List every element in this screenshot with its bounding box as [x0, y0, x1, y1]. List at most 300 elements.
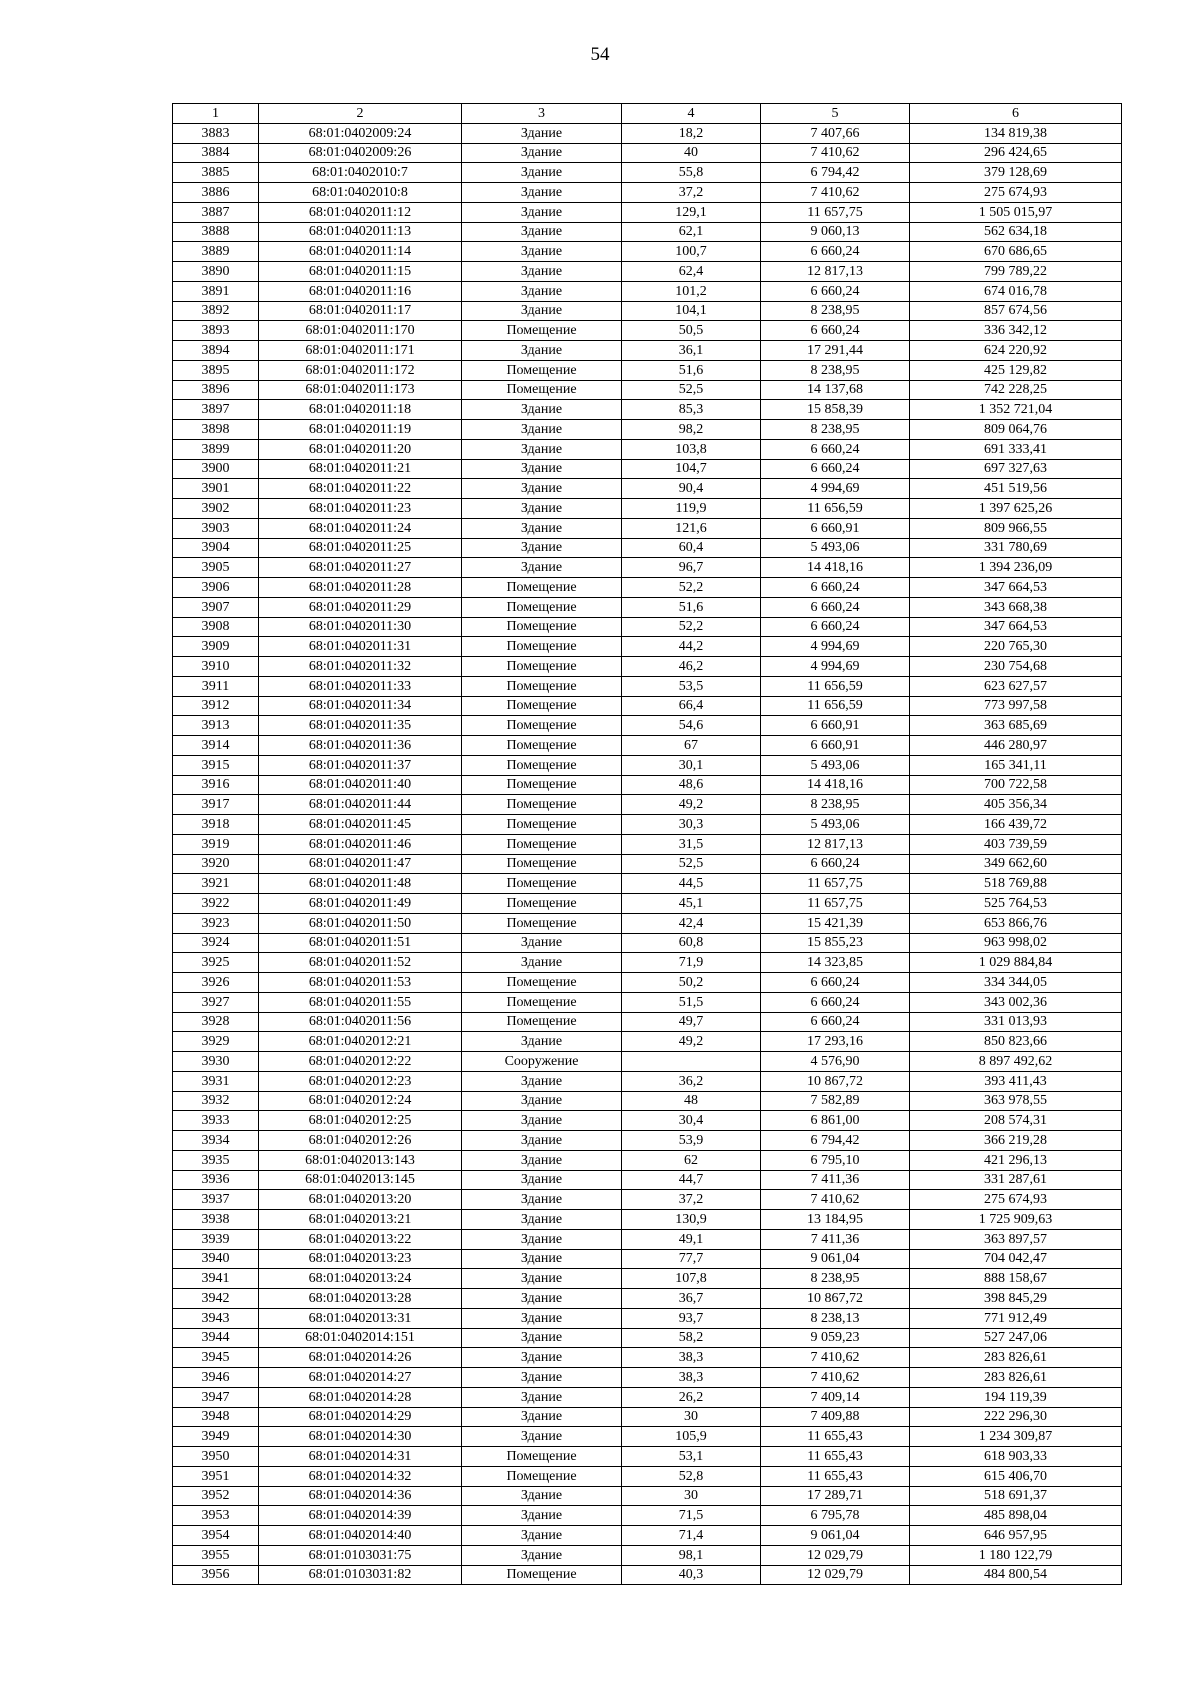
object-type-cell: Здание [462, 1071, 622, 1091]
cadastral-number-cell: 68:01:0402013:31 [259, 1308, 462, 1328]
area-cell: 77,7 [622, 1249, 761, 1269]
row-number-cell: 3956 [173, 1565, 259, 1585]
row-number-cell: 3916 [173, 775, 259, 795]
object-type-cell: Здание [462, 1210, 622, 1230]
cadastral-number-cell: 68:01:0402011:12 [259, 202, 462, 222]
unit-value-cell: 12 817,13 [761, 262, 910, 282]
object-type-cell: Помещение [462, 657, 622, 677]
cadastral-number-cell: 68:01:0402011:36 [259, 736, 462, 756]
row-number-cell: 3953 [173, 1506, 259, 1526]
unit-value-cell: 8 238,95 [761, 360, 910, 380]
row-number-cell: 3898 [173, 420, 259, 440]
unit-value-cell: 10 867,72 [761, 1071, 910, 1091]
row-number-cell: 3908 [173, 617, 259, 637]
object-type-cell: Здание [462, 1190, 622, 1210]
area-cell: 44,5 [622, 874, 761, 894]
table-row [173, 400, 1122, 420]
table-row [173, 123, 1122, 143]
cadastral-value-cell: 618 903,33 [910, 1447, 1122, 1467]
object-type-cell: Здание [462, 1368, 622, 1388]
cadastral-number-cell: 68:01:0402014:26 [259, 1348, 462, 1368]
area-cell: 30,4 [622, 1111, 761, 1131]
cadastral-number-cell: 68:01:0402011:173 [259, 380, 462, 400]
cadastral-value-cell: 850 823,66 [910, 1032, 1122, 1052]
cadastral-value-cell: 403 739,59 [910, 834, 1122, 854]
row-number-cell: 3912 [173, 696, 259, 716]
table-row [173, 1012, 1122, 1032]
unit-value-cell: 7 407,66 [761, 123, 910, 143]
cadastral-number-cell: 68:01:0402011:25 [259, 538, 462, 558]
table-row [173, 439, 1122, 459]
object-type-cell: Помещение [462, 973, 622, 993]
unit-value-cell: 7 410,62 [761, 1368, 910, 1388]
cadastral-value-cell: 771 912,49 [910, 1308, 1122, 1328]
unit-value-cell: 6 660,24 [761, 973, 910, 993]
column-header: 1 [173, 104, 259, 124]
row-number-cell: 3929 [173, 1032, 259, 1052]
cadastral-value-cell: 527 247,06 [910, 1328, 1122, 1348]
unit-value-cell: 6 660,24 [761, 281, 910, 301]
table-row [173, 1407, 1122, 1427]
area-cell: 37,2 [622, 183, 761, 203]
table-row [173, 1190, 1122, 1210]
object-type-cell: Здание [462, 1506, 622, 1526]
cadastral-number-cell: 68:01:0402014:40 [259, 1526, 462, 1546]
cadastral-number-cell: 68:01:0402011:14 [259, 242, 462, 262]
unit-value-cell: 8 238,95 [761, 1269, 910, 1289]
area-cell: 104,7 [622, 459, 761, 479]
unit-value-cell: 17 291,44 [761, 341, 910, 361]
object-type-cell: Здание [462, 341, 622, 361]
object-type-cell: Здание [462, 163, 622, 183]
area-cell: 107,8 [622, 1269, 761, 1289]
area-cell: 104,1 [622, 301, 761, 321]
object-type-cell: Помещение [462, 321, 622, 341]
cadastral-value-cell: 704 042,47 [910, 1249, 1122, 1269]
area-cell: 62,1 [622, 222, 761, 242]
object-type-cell: Помещение [462, 1447, 622, 1467]
object-type-cell: Помещение [462, 736, 622, 756]
object-type-cell: Здание [462, 953, 622, 973]
table-row [173, 1328, 1122, 1348]
row-number-cell: 3942 [173, 1289, 259, 1309]
cadastral-value-cell: 220 765,30 [910, 637, 1122, 657]
cadastral-value-cell: 275 674,93 [910, 1190, 1122, 1210]
object-type-cell: Помещение [462, 578, 622, 598]
object-type-cell: Помещение [462, 360, 622, 380]
row-number-cell: 3941 [173, 1269, 259, 1289]
area-cell: 48,6 [622, 775, 761, 795]
cadastral-number-cell: 68:01:0402009:24 [259, 123, 462, 143]
area-cell: 49,7 [622, 1012, 761, 1032]
row-number-cell: 3935 [173, 1150, 259, 1170]
row-number-cell: 3890 [173, 262, 259, 282]
row-number-cell: 3911 [173, 676, 259, 696]
unit-value-cell: 6 795,10 [761, 1150, 910, 1170]
cadastral-value-cell: 1 029 884,84 [910, 953, 1122, 973]
unit-value-cell: 5 493,06 [761, 538, 910, 558]
cadastral-number-cell: 68:01:0402011:33 [259, 676, 462, 696]
column-header: 2 [259, 104, 462, 124]
table-row [173, 1289, 1122, 1309]
cadastral-number-cell: 68:01:0402011:27 [259, 558, 462, 578]
object-type-cell: Помещение [462, 755, 622, 775]
table-row [173, 380, 1122, 400]
table-row [173, 479, 1122, 499]
object-type-cell: Помещение [462, 894, 622, 914]
row-number-cell: 3932 [173, 1091, 259, 1111]
unit-value-cell: 6 660,24 [761, 854, 910, 874]
cadastral-number-cell: 68:01:0402011:170 [259, 321, 462, 341]
row-number-cell: 3919 [173, 834, 259, 854]
object-type-cell: Помещение [462, 676, 622, 696]
unit-value-cell: 6 660,24 [761, 578, 910, 598]
unit-value-cell: 6 660,91 [761, 518, 910, 538]
unit-value-cell: 10 867,72 [761, 1289, 910, 1309]
object-type-cell: Здание [462, 1407, 622, 1427]
unit-value-cell: 11 657,75 [761, 874, 910, 894]
area-cell: 50,2 [622, 973, 761, 993]
object-type-cell: Здание [462, 1427, 622, 1447]
table-row [173, 597, 1122, 617]
cadastral-value-cell: 421 296,13 [910, 1150, 1122, 1170]
cadastral-number-cell: 68:01:0402014:30 [259, 1427, 462, 1447]
object-type-cell: Помещение [462, 913, 622, 933]
cadastral-number-cell: 68:01:0402011:35 [259, 716, 462, 736]
object-type-cell: Помещение [462, 1565, 622, 1585]
table-row [173, 341, 1122, 361]
object-type-cell: Здание [462, 222, 622, 242]
area-cell: 53,9 [622, 1131, 761, 1151]
cadastral-number-cell: 68:01:0402011:28 [259, 578, 462, 598]
area-cell: 30 [622, 1486, 761, 1506]
table-row [173, 637, 1122, 657]
cadastral-number-cell: 68:01:0402011:22 [259, 479, 462, 499]
cadastral-number-cell: 68:01:0402011:44 [259, 795, 462, 815]
cadastral-number-cell: 68:01:0402011:34 [259, 696, 462, 716]
object-type-cell: Здание [462, 1328, 622, 1348]
table-row [173, 815, 1122, 835]
unit-value-cell: 7 410,62 [761, 1348, 910, 1368]
row-number-cell: 3920 [173, 854, 259, 874]
table-row [173, 1032, 1122, 1052]
row-number-cell: 3885 [173, 163, 259, 183]
unit-value-cell: 11 655,43 [761, 1466, 910, 1486]
row-number-cell: 3937 [173, 1190, 259, 1210]
row-number-cell: 3883 [173, 123, 259, 143]
unit-value-cell: 9 060,13 [761, 222, 910, 242]
area-cell: 67 [622, 736, 761, 756]
cadastral-number-cell: 68:01:0402011:31 [259, 637, 462, 657]
cadastral-value-cell: 562 634,18 [910, 222, 1122, 242]
row-number-cell: 3927 [173, 992, 259, 1012]
cadastral-value-cell: 379 128,69 [910, 163, 1122, 183]
object-type-cell: Здание [462, 1131, 622, 1151]
object-type-cell: Здание [462, 439, 622, 459]
unit-value-cell: 13 184,95 [761, 1210, 910, 1230]
table-row [173, 1466, 1122, 1486]
cadastral-number-cell: 68:01:0402011:40 [259, 775, 462, 795]
cadastral-number-cell: 68:01:0402013:21 [259, 1210, 462, 1230]
cadastral-value-cell: 1 505 015,97 [910, 202, 1122, 222]
table-row [173, 222, 1122, 242]
table-row [173, 1308, 1122, 1328]
unit-value-cell: 17 293,16 [761, 1032, 910, 1052]
cadastral-value-cell: 336 342,12 [910, 321, 1122, 341]
cadastral-value-cell: 8 897 492,62 [910, 1052, 1122, 1072]
page-number: 54 [590, 44, 610, 65]
cadastral-number-cell: 68:01:0402011:17 [259, 301, 462, 321]
column-header: 5 [761, 104, 910, 124]
row-number-cell: 3897 [173, 400, 259, 420]
area-cell: 36,2 [622, 1071, 761, 1091]
cadastral-number-cell: 68:01:0402010:8 [259, 183, 462, 203]
cadastral-number-cell: 68:01:0402011:19 [259, 420, 462, 440]
cadastral-value-cell: 208 574,31 [910, 1111, 1122, 1131]
object-type-cell: Здание [462, 933, 622, 953]
unit-value-cell: 5 493,06 [761, 755, 910, 775]
table-row [173, 913, 1122, 933]
cadastral-number-cell: 68:01:0402014:36 [259, 1486, 462, 1506]
cadastral-number-cell: 68:01:0402013:28 [259, 1289, 462, 1309]
column-header: 6 [910, 104, 1122, 124]
unit-value-cell: 5 493,06 [761, 815, 910, 835]
cadastral-value-cell: 347 664,53 [910, 617, 1122, 637]
cadastral-number-cell: 68:01:0402011:52 [259, 953, 462, 973]
row-number-cell: 3901 [173, 479, 259, 499]
object-type-cell: Здание [462, 262, 622, 282]
area-cell: 51,6 [622, 597, 761, 617]
cadastral-value-cell: 343 002,36 [910, 992, 1122, 1012]
unit-value-cell: 6 795,78 [761, 1506, 910, 1526]
table-row [173, 1526, 1122, 1546]
cadastral-value-cell: 615 406,70 [910, 1466, 1122, 1486]
area-cell: 105,9 [622, 1427, 761, 1447]
unit-value-cell: 6 660,91 [761, 716, 910, 736]
row-number-cell: 3925 [173, 953, 259, 973]
table-row [173, 242, 1122, 262]
unit-value-cell: 14 418,16 [761, 775, 910, 795]
table-row [173, 1111, 1122, 1131]
row-number-cell: 3906 [173, 578, 259, 598]
area-cell: 121,6 [622, 518, 761, 538]
object-type-cell: Здание [462, 558, 622, 578]
row-number-cell: 3922 [173, 894, 259, 914]
table-row [173, 459, 1122, 479]
area-cell: 62,4 [622, 262, 761, 282]
row-number-cell: 3899 [173, 439, 259, 459]
row-number-cell: 3936 [173, 1170, 259, 1190]
area-cell: 52,2 [622, 617, 761, 637]
table-row [173, 538, 1122, 558]
unit-value-cell: 11 656,59 [761, 499, 910, 519]
object-type-cell: Здание [462, 400, 622, 420]
area-cell: 45,1 [622, 894, 761, 914]
table-row [173, 1249, 1122, 1269]
table-row [173, 755, 1122, 775]
table-row [173, 834, 1122, 854]
table-row [173, 1170, 1122, 1190]
unit-value-cell: 7 410,62 [761, 183, 910, 203]
area-cell: 93,7 [622, 1308, 761, 1328]
row-number-cell: 3938 [173, 1210, 259, 1230]
table-row [173, 558, 1122, 578]
area-cell: 62 [622, 1150, 761, 1170]
table-row [173, 1229, 1122, 1249]
area-cell: 48 [622, 1091, 761, 1111]
table-row [173, 953, 1122, 973]
object-type-cell: Здание [462, 1170, 622, 1190]
cadastral-value-cell: 1 352 721,04 [910, 400, 1122, 420]
cadastral-value-cell: 484 800,54 [910, 1565, 1122, 1585]
table-row [173, 1387, 1122, 1407]
table-row [173, 1506, 1122, 1526]
area-cell: 130,9 [622, 1210, 761, 1230]
row-number-cell: 3939 [173, 1229, 259, 1249]
unit-value-cell: 11 655,43 [761, 1427, 910, 1447]
row-number-cell: 3902 [173, 499, 259, 519]
cadastral-value-cell: 1 180 122,79 [910, 1545, 1122, 1565]
unit-value-cell: 15 858,39 [761, 400, 910, 420]
object-type-cell: Здание [462, 242, 622, 262]
area-cell: 100,7 [622, 242, 761, 262]
cadastral-number-cell: 68:01:0402014:39 [259, 1506, 462, 1526]
cadastral-number-cell: 68:01:0402011:16 [259, 281, 462, 301]
area-cell: 49,1 [622, 1229, 761, 1249]
cadastral-number-cell: 68:01:0402011:172 [259, 360, 462, 380]
cadastral-value-cell: 1 397 625,26 [910, 499, 1122, 519]
row-number-cell: 3889 [173, 242, 259, 262]
object-type-cell: Помещение [462, 1466, 622, 1486]
row-number-cell: 3930 [173, 1052, 259, 1072]
unit-value-cell: 7 411,36 [761, 1229, 910, 1249]
cadastral-number-cell: 68:01:0402011:29 [259, 597, 462, 617]
unit-value-cell: 4 576,90 [761, 1052, 910, 1072]
area-cell: 30 [622, 1407, 761, 1427]
cadastral-value-cell: 366 219,28 [910, 1131, 1122, 1151]
cadastral-number-cell: 68:01:0402011:171 [259, 341, 462, 361]
cadastral-number-cell: 68:01:0402011:20 [259, 439, 462, 459]
table-row [173, 894, 1122, 914]
table-row [173, 617, 1122, 637]
cadastral-number-cell: 68:01:0402011:32 [259, 657, 462, 677]
area-cell: 36,7 [622, 1289, 761, 1309]
cadastral-number-cell: 68:01:0402011:24 [259, 518, 462, 538]
area-cell: 55,8 [622, 163, 761, 183]
object-type-cell: Здание [462, 1289, 622, 1309]
table-row [173, 1427, 1122, 1447]
area-cell: 44,7 [622, 1170, 761, 1190]
area-cell: 71,5 [622, 1506, 761, 1526]
table-row [173, 499, 1122, 519]
cadastral-value-cell: 393 411,43 [910, 1071, 1122, 1091]
row-number-cell: 3928 [173, 1012, 259, 1032]
area-cell: 129,1 [622, 202, 761, 222]
area-cell: 26,2 [622, 1387, 761, 1407]
area-cell: 58,2 [622, 1328, 761, 1348]
row-number-cell: 3952 [173, 1486, 259, 1506]
object-type-cell: Здание [462, 281, 622, 301]
cadastral-value-cell: 624 220,92 [910, 341, 1122, 361]
table-row [173, 578, 1122, 598]
row-number-cell: 3949 [173, 1427, 259, 1447]
cadastral-number-cell: 68:01:0402011:50 [259, 913, 462, 933]
area-cell: 98,1 [622, 1545, 761, 1565]
cadastral-number-cell: 68:01:0402011:30 [259, 617, 462, 637]
area-cell: 46,2 [622, 657, 761, 677]
object-type-cell: Помещение [462, 617, 622, 637]
object-type-cell: Здание [462, 1032, 622, 1052]
row-number-cell: 3894 [173, 341, 259, 361]
cadastral-number-cell: 68:01:0402014:151 [259, 1328, 462, 1348]
cadastral-number-cell: 68:01:0402011:13 [259, 222, 462, 242]
area-cell: 50,5 [622, 321, 761, 341]
object-type-cell: Здание [462, 479, 622, 499]
area-cell: 103,8 [622, 439, 761, 459]
cadastral-value-cell: 451 519,56 [910, 479, 1122, 499]
cadastral-number-cell: 68:01:0103031:75 [259, 1545, 462, 1565]
cadastral-value-cell: 773 997,58 [910, 696, 1122, 716]
cadastral-value-cell: 670 686,65 [910, 242, 1122, 262]
area-cell: 52,2 [622, 578, 761, 598]
cadastral-number-cell: 68:01:0402011:47 [259, 854, 462, 874]
cadastral-number-cell: 68:01:0402012:23 [259, 1071, 462, 1091]
row-number-cell: 3915 [173, 755, 259, 775]
table-row [173, 676, 1122, 696]
row-number-cell: 3931 [173, 1071, 259, 1091]
object-type-cell: Помещение [462, 834, 622, 854]
object-type-cell: Здание [462, 1091, 622, 1111]
object-type-cell: Здание [462, 202, 622, 222]
cadastral-value-cell: 363 685,69 [910, 716, 1122, 736]
object-type-cell: Помещение [462, 1012, 622, 1032]
unit-value-cell: 6 660,24 [761, 242, 910, 262]
unit-value-cell: 14 323,85 [761, 953, 910, 973]
cadastral-value-cell: 799 789,22 [910, 262, 1122, 282]
object-type-cell: Здание [462, 1150, 622, 1170]
unit-value-cell: 6 794,42 [761, 1131, 910, 1151]
cadastral-value-cell: 1 725 909,63 [910, 1210, 1122, 1230]
row-number-cell: 3891 [173, 281, 259, 301]
cadastral-value-cell: 691 333,41 [910, 439, 1122, 459]
object-type-cell: Здание [462, 183, 622, 203]
cadastral-value-cell: 363 978,55 [910, 1091, 1122, 1111]
unit-value-cell: 17 289,71 [761, 1486, 910, 1506]
table-row [173, 1150, 1122, 1170]
cadastral-number-cell: 68:01:0402011:55 [259, 992, 462, 1012]
row-number-cell: 3944 [173, 1328, 259, 1348]
cadastral-value-cell: 222 296,30 [910, 1407, 1122, 1427]
row-number-cell: 3943 [173, 1308, 259, 1328]
cadastral-value-cell: 742 228,25 [910, 380, 1122, 400]
area-cell: 52,5 [622, 380, 761, 400]
unit-value-cell: 8 238,95 [761, 795, 910, 815]
cadastral-number-cell: 68:01:0402014:29 [259, 1407, 462, 1427]
unit-value-cell: 6 660,24 [761, 321, 910, 341]
area-cell: 37,2 [622, 1190, 761, 1210]
cadastral-value-cell: 809 064,76 [910, 420, 1122, 440]
cadastral-value-cell: 525 764,53 [910, 894, 1122, 914]
object-type-cell: Помещение [462, 696, 622, 716]
cadastral-value-cell: 296 424,65 [910, 143, 1122, 163]
cadastral-value-cell: 485 898,04 [910, 1506, 1122, 1526]
table-row [173, 281, 1122, 301]
row-number-cell: 3924 [173, 933, 259, 953]
cadastral-value-cell: 283 826,61 [910, 1348, 1122, 1368]
table-row [173, 518, 1122, 538]
row-number-cell: 3950 [173, 1447, 259, 1467]
row-number-cell: 3954 [173, 1526, 259, 1546]
